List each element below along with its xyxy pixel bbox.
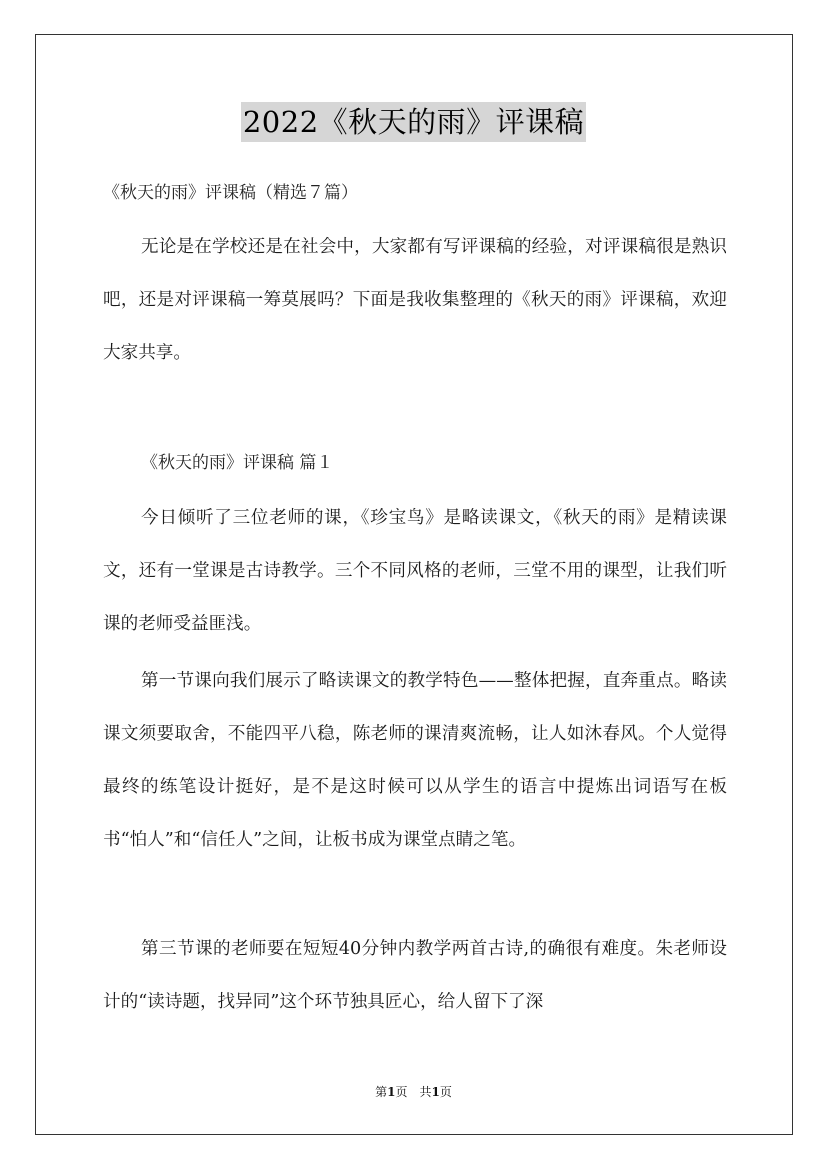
title-container: [0, 102, 827, 142]
body-paragraph-1: 今日倾听了三位老师的课，《珍宝鸟》是略读课文，《秋天的雨》是精读课文，还有一堂课是古诗教学。三个不同风格的老师，三堂不用的课型，让我们听课的老师受益匪浅。: [103, 508, 727, 634]
footer-page-total: 1: [431, 1085, 440, 1099]
page-footer: [0, 1083, 827, 1101]
body-paragraph-3: 第三节课的老师要在短短40分钟内教学两首古诗,的确很有难度。朱老师设计的“读诗题，找异同”这个环节独具匠心，给人留下了深: [103, 939, 727, 1012]
body-paragraph-2: 第一节课向我们展示了略读课文的教学特色——整体把握，直奔重点。略读课文须要取舍，不能四平八稳，陈老师的课清爽流畅，让人如沐春风。个人觉得最终的练笔设计挺好，是不是这时候可以从学生的语言中提炼出词语写在板书“怕人”和“信任人”之间，让板书成为课堂点睛之笔。: [103, 671, 727, 850]
section-heading: 《秋天的雨》评课稿 篇１: [141, 453, 334, 473]
document-subtitle: 《秋天的雨》评课稿（精选７篇）: [103, 183, 358, 203]
footer-mid: 页 共: [395, 1085, 432, 1099]
footer-page-current: 1: [387, 1085, 396, 1099]
document-title: 2022《秋天的雨》评课稿: [241, 102, 586, 142]
footer-prefix: 第: [375, 1085, 388, 1099]
intro-paragraph: 无论是在学校还是在社会中，大家都有写评课稿的经验，对评课稿很是熟识吧，还是对评课稿一筹莫展吗？下面是我收集整理的《秋天的雨》评课稿，欢迎大家共享。: [103, 237, 727, 363]
footer-suffix: 页: [439, 1085, 452, 1099]
